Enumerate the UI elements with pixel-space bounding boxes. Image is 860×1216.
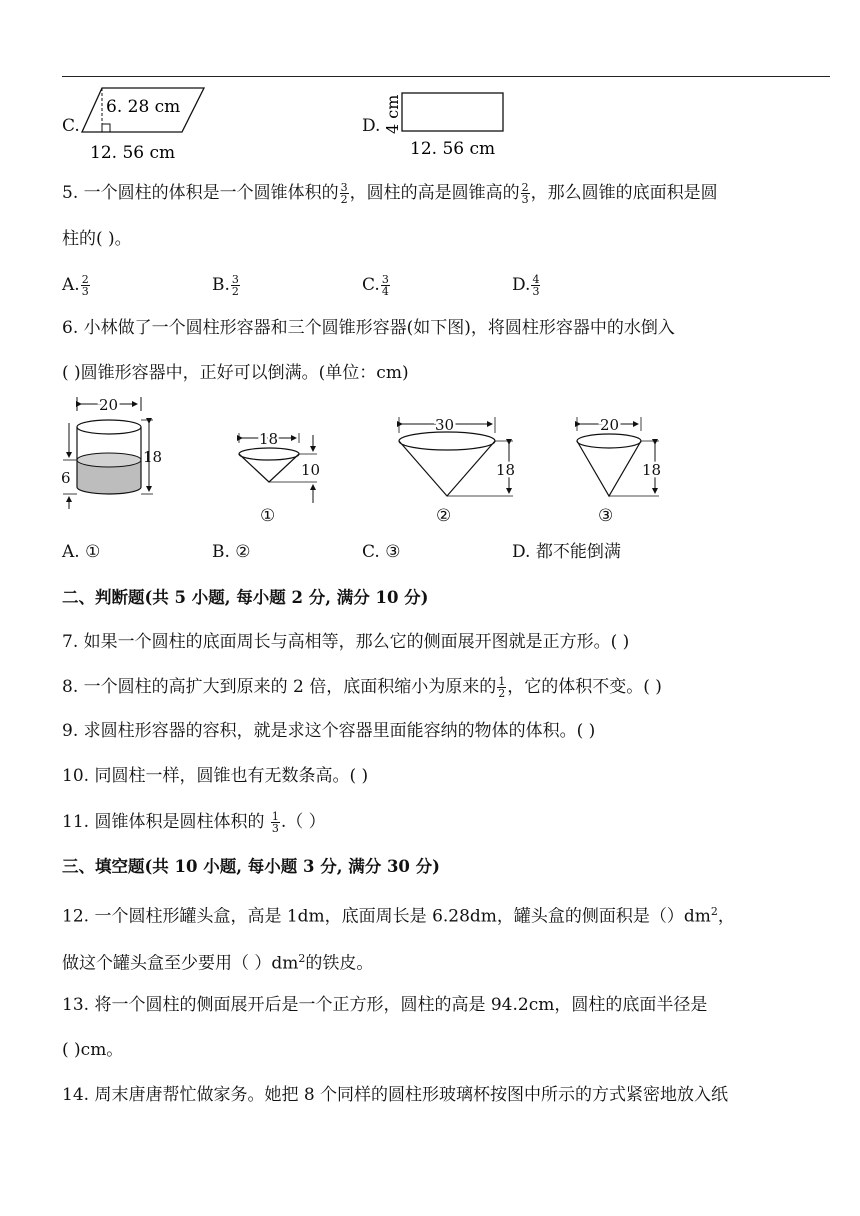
q6-option-a: A. ① xyxy=(62,542,101,562)
cone-3 xyxy=(577,416,661,525)
cone-1 xyxy=(239,430,320,525)
option-d-label: D. xyxy=(362,116,381,136)
q6-option-d: D. 都不能倒满 xyxy=(512,542,621,562)
question-5-line1: 5. 一个圆柱的体积是一个圆锥体积的 $\frac{3}{2}$ ，圆柱的高是圆锥高的 $\frac{2}{3}$ ，那么圆锥的底面积是圆 xyxy=(62,181,718,206)
question-14-line1: 14. 周末唐唐帮忙做家务。她把 8 个同样的圆柱形玻璃杯按图中所示的方式紧密地放入纸 xyxy=(62,1085,729,1105)
parallelogram-figure xyxy=(80,84,210,164)
cylinder-container xyxy=(61,396,162,509)
question-13-line2: ( )cm。 xyxy=(62,1040,124,1060)
cone-3-diameter: 20 xyxy=(600,416,620,434)
cone-2-diameter: 30 xyxy=(435,416,455,434)
section-2-heading: 二、判断题(共 5 小题, 每小题 2 分, 满分 10 分) xyxy=(62,588,429,607)
cone-3-height: 18 xyxy=(642,461,662,479)
parallelogram-base: 12. 56 cm xyxy=(90,143,176,163)
question-5-line2: 柱的( )。 xyxy=(62,229,132,249)
q5-option-b: B. $\frac{3}{2}$ xyxy=(212,273,239,298)
cone-3-label: ③ xyxy=(598,506,614,525)
cylinder-water-height: 6 xyxy=(61,469,71,487)
cone-2 xyxy=(399,416,515,525)
section-3-heading: 三、填空题(共 10 小题, 每小题 3 分, 满分 30 分) xyxy=(62,857,440,876)
parallelogram-height: 6. 28 cm xyxy=(106,97,181,117)
q5-option-d: D. $\frac{4}{3}$ xyxy=(512,273,540,298)
question-12-line1: 12. 一个圆柱形罐头盒，高是 1dm，底面周长是 6.28dm，罐头盒的侧面积是$()dm^2$， xyxy=(62,905,735,927)
top-rule xyxy=(62,76,830,77)
question-13-line1: 13. 将一个圆柱的侧面展开后是一个正方形，圆柱的高是 94.2cm，圆柱的底面半径是 xyxy=(62,995,708,1015)
cone-1-height: 10 xyxy=(301,461,321,479)
question-9: 9. 求圆柱形容器的容积，就是求这个容器里面能容纳的物体的体积。( ) xyxy=(62,721,596,741)
option-c-label: C. xyxy=(62,116,80,136)
rectangle-width: 12. 56 cm xyxy=(410,139,496,159)
cone-1-label: ① xyxy=(260,506,276,525)
question-6-line1: 6. 小林做了一个圆柱形容器和三个圆锥形容器(如下图)，将圆柱形容器中的水倒入 xyxy=(62,318,675,338)
question-10: 10. 同圆柱一样，圆锥也有无数条高。( ) xyxy=(62,766,369,786)
q5-option-c: C. $\frac{3}{4}$ xyxy=(362,273,389,298)
question-7: 7. 如果一个圆柱的底面周长与高相等，那么它的侧面展开图就是正方形。( ) xyxy=(62,632,630,652)
q5-option-a: A. $\frac{2}{3}$ xyxy=(62,273,89,298)
cylinder-height: 18 xyxy=(143,448,163,466)
q6-option-c: C. ③ xyxy=(362,542,401,562)
question-8: 8. 一个圆柱的高扩大到原来的 2 倍，底面积缩小为原来的 $\frac{1}{2}$ ，它的体积不变。( ) xyxy=(62,675,662,700)
q6-option-b: B. ② xyxy=(212,542,251,562)
cone-2-label: ② xyxy=(436,506,452,525)
cone-1-diameter: 18 xyxy=(259,430,279,448)
containers-figure xyxy=(55,395,695,525)
fraction: $\frac{3}{2}$ xyxy=(340,181,348,206)
question-12-line2: 做这个罐头盒至少要用（ ）$dm^2$的铁皮。 xyxy=(62,952,374,974)
question-11: 11. 圆锥体积是圆柱体积的 $\frac{1}{3}$ .（ ） xyxy=(62,810,326,835)
cylinder-diameter: 20 xyxy=(99,396,119,414)
rectangle-figure xyxy=(378,84,508,164)
question-6-line2: ( )圆锥形容器中，正好可以倒满。(单位：cm) xyxy=(62,363,409,383)
fraction: $\frac{2}{3}$ xyxy=(521,181,529,206)
rectangle-height: 4 cm xyxy=(383,94,402,134)
cone-2-height: 18 xyxy=(496,461,516,479)
